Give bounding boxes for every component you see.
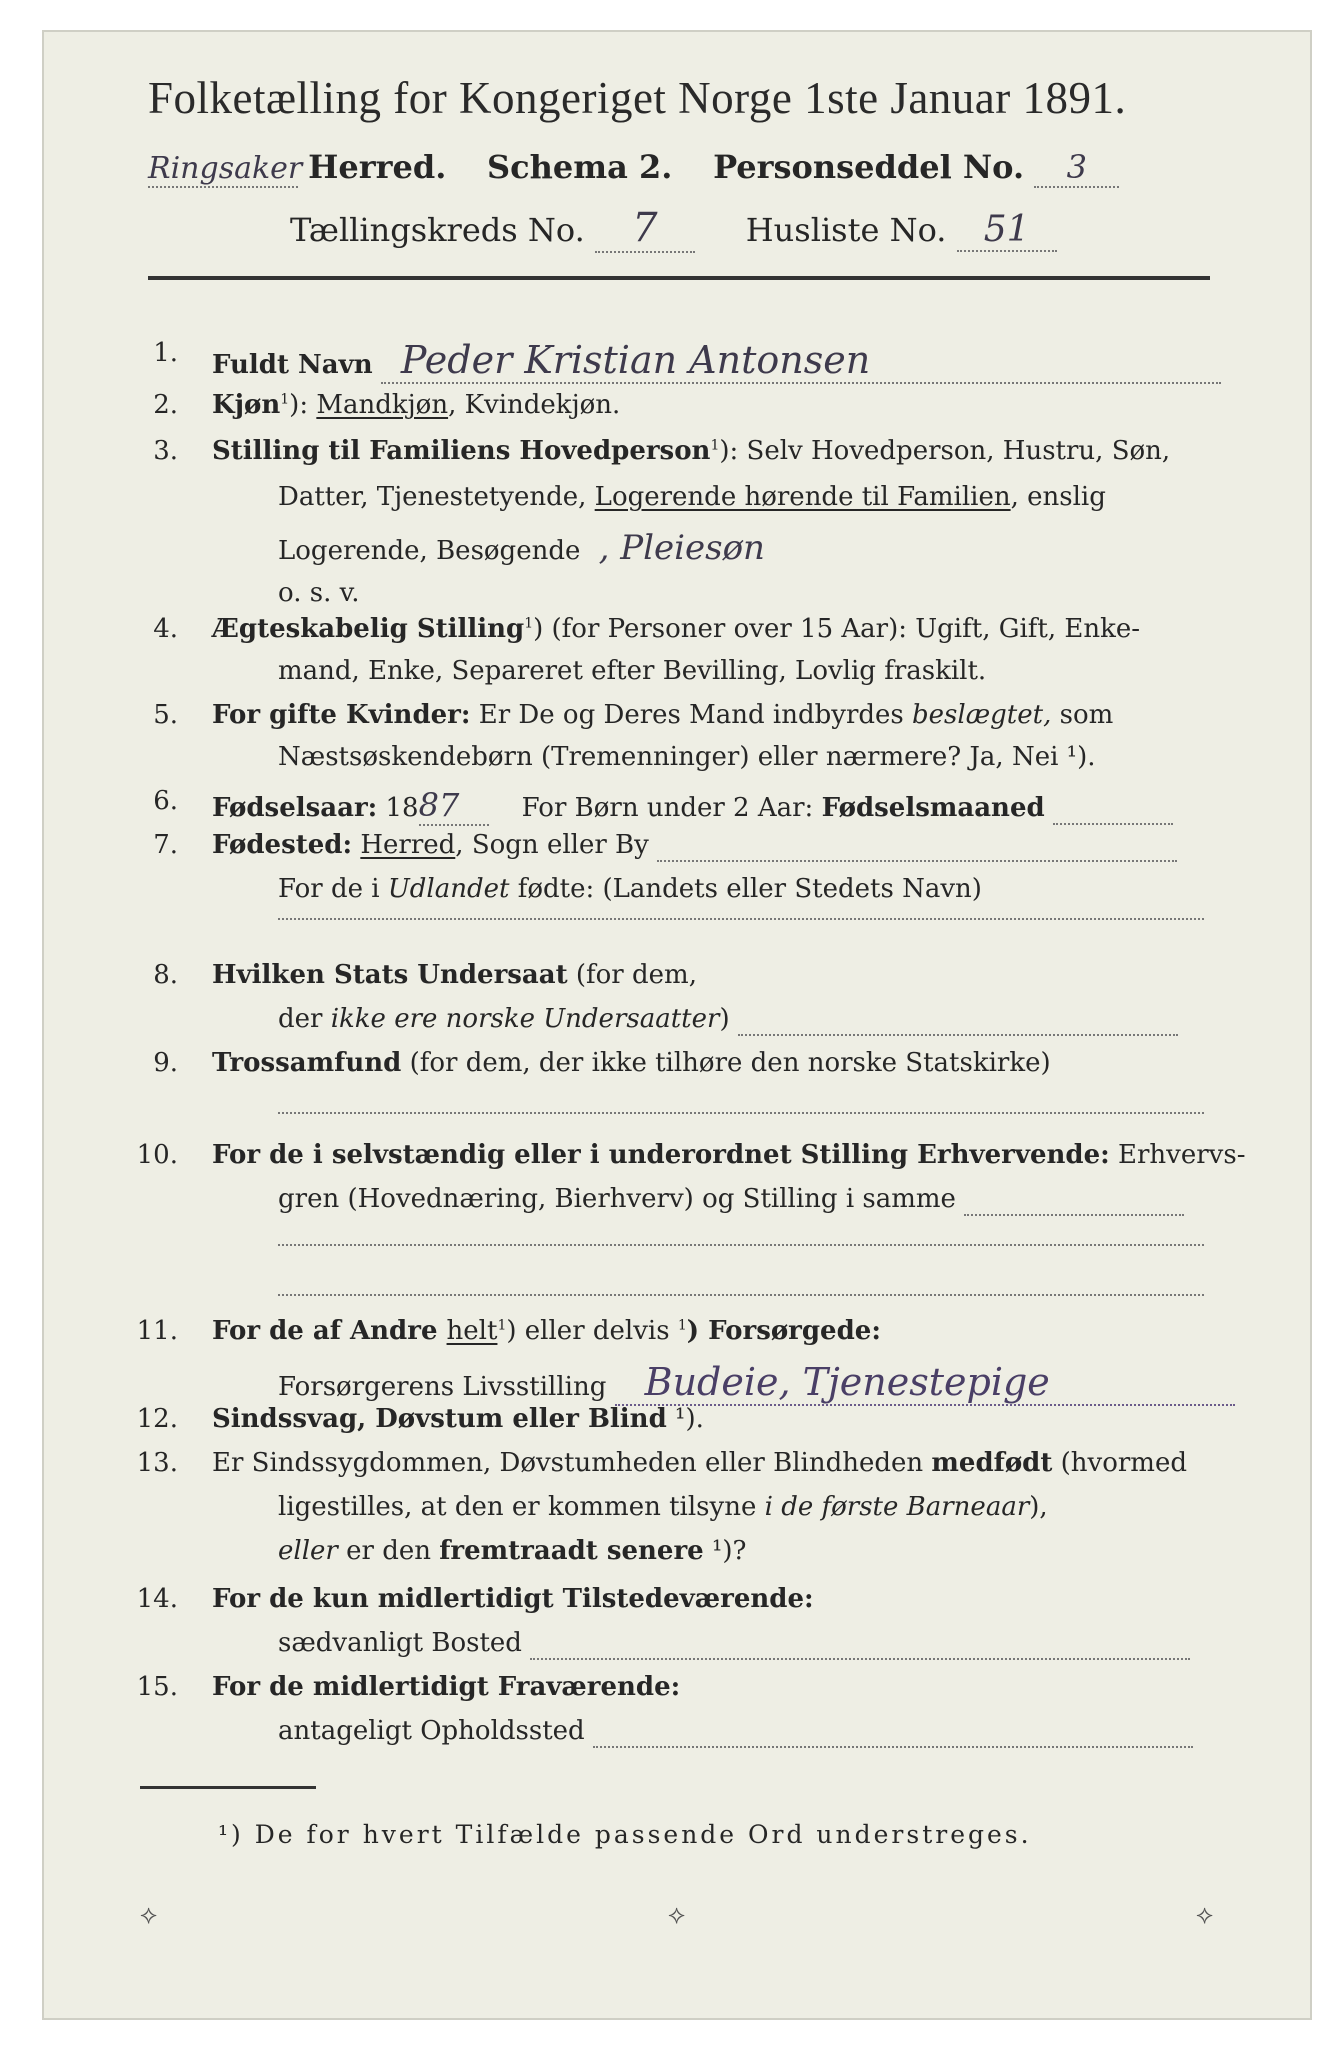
q11-sup2: 1	[677, 1317, 687, 1334]
q7-line-2	[278, 874, 982, 904]
husliste-field	[957, 209, 1057, 252]
q13-line3-a: er den	[337, 1536, 440, 1566]
q8-field	[738, 1004, 1178, 1036]
q10-line-1	[212, 1140, 1245, 1170]
q6-month-field	[1053, 793, 1173, 825]
q12-row	[212, 1404, 704, 1434]
q2-row	[212, 390, 620, 420]
q14-number: 14.	[136, 1584, 178, 1614]
kreds-field	[595, 205, 695, 253]
q3-line-1: Stilling til Familiens Hovedperson$^1$): Selv Hovedperson, Hustru, Søn,	[212, 436, 1171, 466]
q7-field	[657, 830, 1177, 862]
q3-line3: Logerende, Besøgende	[278, 536, 581, 566]
q5-line-2: Næstsøskendebørn (Tremenninger) eller nærmere? Ja, Nei ¹).	[278, 742, 1096, 772]
q7-option-herred: Herred	[360, 830, 456, 860]
q9-rest: (for dem, der ikke tilhøre den norske Statskirke)	[401, 1048, 1051, 1078]
q6-year-value: 87	[418, 786, 460, 824]
q6-label: Fødselsaar:	[212, 793, 378, 823]
q13-line1-c: (hvormed	[1052, 1448, 1187, 1478]
q7-label: Fødested:	[212, 830, 353, 860]
q2-label: Kjøn	[212, 390, 281, 420]
q9-extra-line	[278, 1112, 1204, 1114]
q11-line-1	[212, 1316, 881, 1346]
q12-number: 12.	[136, 1404, 178, 1434]
kreds-label: Tællingskreds No.	[290, 211, 585, 249]
q7-extra-line	[278, 918, 1204, 920]
q3-number: 3.	[153, 436, 178, 466]
q3-line1-rest: ): Selv Hovedperson, Hustru, Søn,	[719, 436, 1171, 466]
q8-label-b: Undersaat	[417, 960, 568, 990]
q3-option-logerende: Logerende hørende til Familien	[594, 482, 1011, 512]
q10-label: For de i selvstændig eller i underordnet Stilling Erhvervende:	[212, 1140, 1110, 1170]
q8-line1-rest: (for dem,	[567, 960, 697, 990]
q3-line-2	[278, 482, 1106, 512]
q2-number: 2.	[153, 390, 178, 420]
q1-value: Peder Kristian Antonsen	[400, 338, 871, 382]
q11-line-2	[278, 1360, 1235, 1406]
q9-line-1	[212, 1048, 1051, 1078]
header-line-3	[290, 205, 1057, 253]
q3-label: Stilling til Familiens Hovedperson	[212, 436, 711, 466]
q4-label: Ægteskabelig Stilling	[212, 614, 525, 644]
q10-line2: gren (Hovednæring, Bierhverv) og Stilling i samme	[278, 1184, 956, 1214]
q11-label-a: For de af Andre	[212, 1316, 447, 1346]
q2-sup: 1	[280, 391, 290, 408]
form-title: Folketælling for Kongeriget Norge 1ste Januar 1891.	[148, 73, 1127, 123]
q15-line2: antageligt Opholdssted	[278, 1716, 585, 1746]
q11-mid: ) eller delvis	[506, 1316, 678, 1346]
q13-line3-b: fremtraadt senere	[439, 1536, 704, 1566]
q4-line1-rest: ) (for Personer over 15 Aar): Ugift, Gift, Enke-	[533, 614, 1141, 644]
q3-line-3	[278, 528, 765, 568]
q14-line-2	[278, 1628, 1190, 1660]
q7-number: 7.	[153, 830, 178, 860]
q5-line-1	[212, 700, 1113, 730]
q11-field	[615, 1360, 1235, 1406]
q1-number: 1.	[153, 338, 178, 368]
q7-rest: , Sogn eller By	[455, 830, 649, 860]
q13-line2-italic: i de første Barneaar	[764, 1492, 1030, 1522]
q8-number: 8.	[153, 960, 178, 990]
q7-line2-a: For de i	[278, 874, 388, 904]
header-rule	[148, 276, 1210, 280]
q5-line1-italic: beslægtet,	[912, 700, 1052, 730]
q9-number: 9.	[153, 1048, 178, 1078]
q5-line1-rest: Er De og Deres Mand indbyrdes	[470, 700, 913, 730]
herred-label: Herred.	[308, 148, 447, 186]
q11-label-b: ) Forsørgede:	[686, 1316, 881, 1346]
q4-number: 4.	[153, 614, 178, 644]
q14-label: For de kun midlertidigt Tilstedeværende:	[212, 1584, 814, 1614]
q15-line-2	[278, 1716, 1193, 1748]
q10-extra-line-1	[278, 1244, 1204, 1246]
q1-field	[381, 338, 1221, 384]
q11-option-helt: helt	[446, 1316, 498, 1346]
personseddel-label: Personseddel No.	[713, 148, 1025, 186]
q10-field	[964, 1184, 1184, 1216]
q10-number: 10.	[136, 1140, 178, 1170]
registration-mark-right: ⟡	[1196, 1900, 1214, 1930]
q13-line2-b: ),	[1029, 1492, 1048, 1522]
registration-mark-left: ⟡	[140, 1900, 158, 1930]
q2-sep: , Kvindekjøn.	[448, 390, 621, 420]
q15-line-1	[212, 1672, 680, 1702]
q10-extra-line-2	[278, 1294, 1204, 1296]
q11-value: Budeie, Tjenestepige	[644, 1360, 1050, 1404]
q7-line2-italic: Udlandet	[387, 874, 510, 904]
q8-line2-b: )	[719, 1004, 730, 1034]
q12-label: Sindssvag, Døvstum eller Blind	[212, 1404, 667, 1434]
q8-line-2	[278, 1004, 1178, 1036]
q2-rest: ):	[289, 390, 317, 420]
q8-label-a: Hvilken Stats	[212, 960, 418, 990]
q12-rest: ¹).	[666, 1404, 704, 1434]
q15-field	[593, 1716, 1193, 1748]
q6-year-field	[419, 786, 489, 826]
q5-label: For gifte Kvinder:	[212, 700, 471, 730]
q3-value: , Pleiesøn	[598, 528, 765, 568]
q3-line2-a: Datter, Tjenestetyende,	[278, 482, 595, 512]
header-line-2	[148, 148, 1119, 188]
q13-line-2	[278, 1492, 1048, 1522]
footnote: ¹) De for hvert Tilfælde passende Ord understreges.	[218, 1820, 1032, 1849]
schema-label: Schema 2.	[487, 148, 673, 186]
q11-line2: Forsørgerens Livsstilling	[278, 1372, 607, 1402]
kreds-value: 7	[632, 205, 658, 251]
herred-value: Ringsaker	[148, 151, 303, 186]
q14-line2: sædvanligt Bosted	[278, 1628, 522, 1658]
q4-line-1: Ægteskabelig Stilling$^1$) (for Personer over 15 Aar): Ugift, Gift, Enke-	[212, 614, 1141, 644]
q13-line3-italic: eller	[278, 1536, 338, 1566]
q14-line-1	[212, 1584, 814, 1614]
q10-line-2	[278, 1184, 1184, 1216]
q8-line2-a: der	[278, 1004, 331, 1034]
footnote-rule	[140, 1786, 316, 1789]
q14-field	[530, 1628, 1190, 1660]
q13-line1-a: Er Sindssygdommen, Døvstumheden eller Blindheden	[212, 1448, 932, 1478]
q3-line-4: o. s. v.	[278, 578, 360, 608]
personseddel-value: 3	[1066, 148, 1087, 186]
q9-label: Trossamfund	[212, 1048, 402, 1078]
q6-year-prefix: 18	[385, 793, 419, 823]
q13-line3-c: ¹)?	[703, 1536, 747, 1566]
q13-line-3	[278, 1536, 746, 1566]
q13-number: 13.	[136, 1448, 178, 1478]
q6-number: 6.	[153, 786, 178, 816]
q1-label: Fuldt Navn	[212, 350, 373, 380]
q6-month-label: Fødselsmaaned	[821, 793, 1045, 823]
q13-line-1	[212, 1448, 1187, 1478]
q11-sup1: 1	[497, 1317, 507, 1334]
registration-mark-center: ⟡	[668, 1900, 686, 1930]
q15-label: For de midlertidigt Fraværende:	[212, 1672, 681, 1702]
q2-option-male: Mandkjøn	[316, 390, 449, 420]
q13-line2-a: ligestilles, at den er kommen tilsyne	[278, 1492, 765, 1522]
husliste-label: Husliste No.	[745, 211, 947, 249]
q11-number: 11.	[136, 1316, 178, 1346]
q8-line-1	[212, 960, 697, 990]
q1-row	[212, 338, 1221, 384]
q15-number: 15.	[136, 1672, 178, 1702]
herred-field	[148, 148, 303, 188]
q4-line-2: mand, Enke, Separeret efter Bevilling, Lovlig fraskilt.	[278, 656, 987, 686]
q3-line2-b: , enslig	[1010, 482, 1106, 512]
q7-line2-b: fødte: (Landets eller Stedets Navn)	[509, 874, 982, 904]
q5-number: 5.	[153, 700, 178, 730]
husliste-value: 51	[983, 209, 1030, 250]
q6-rest-label: For Børn under 2 Aar:	[521, 793, 814, 823]
q6-row	[212, 786, 1173, 826]
personseddel-field	[1034, 148, 1119, 188]
q10-line1-end: Erhvervs-	[1109, 1140, 1246, 1170]
q7-line-1	[212, 830, 1177, 862]
q13-line1-b: medfødt	[931, 1448, 1053, 1478]
q5-line1-end: som	[1051, 700, 1114, 730]
q8-line2-italic: ikke ere norske Undersaatter	[330, 1004, 720, 1034]
